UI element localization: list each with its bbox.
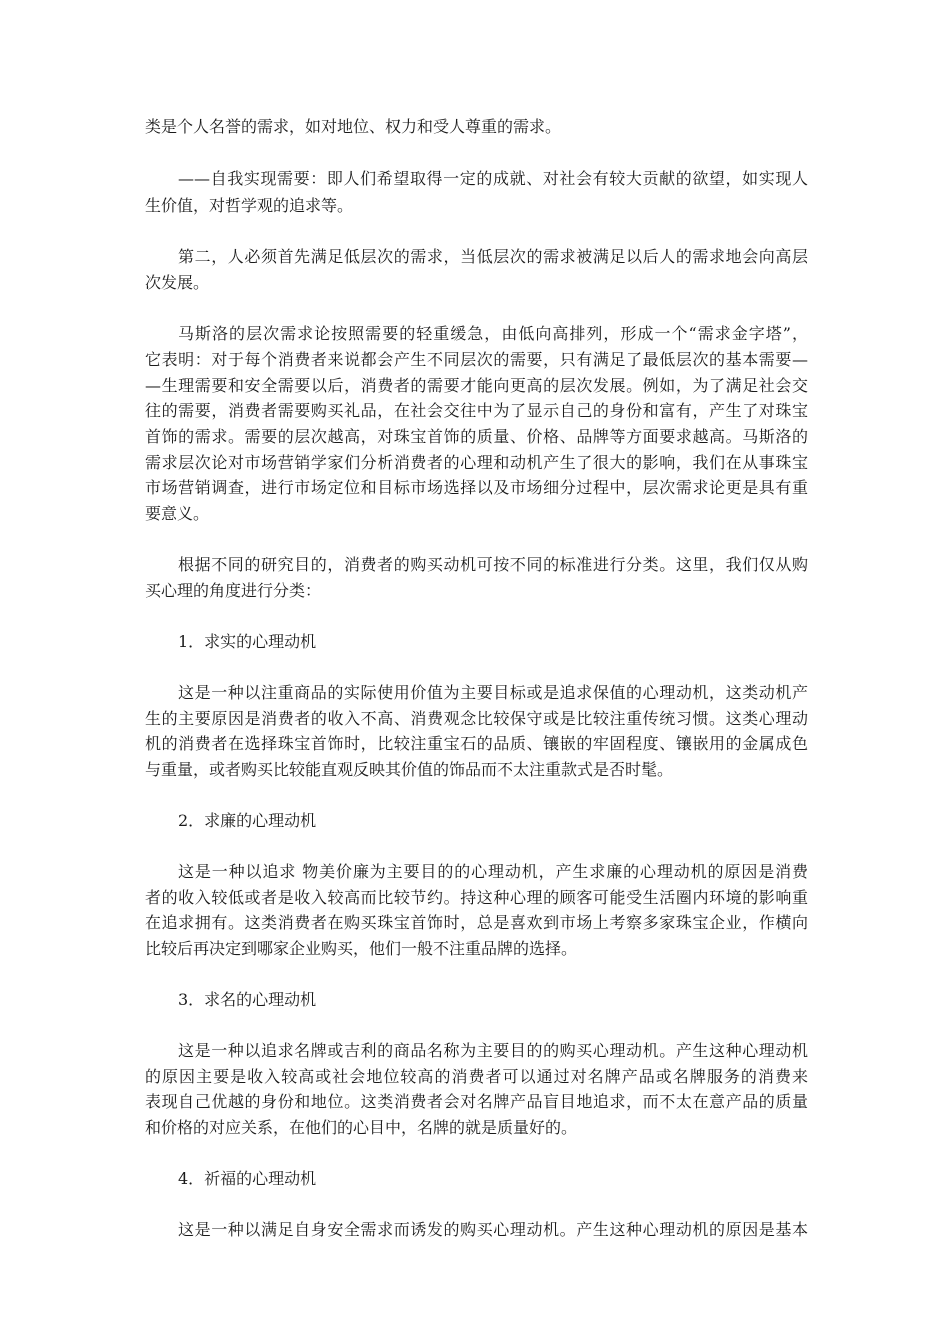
text-line: 往的需要，消费者需要购买礼品，在社会交往中为了显示自己的身份和富有，产生了对珠宝 (145, 401, 808, 420)
text-line: 表现自己优越的身份和地位。这类消费者会对名牌产品盲目地追求，而不太在意产品的质量 (145, 1092, 808, 1111)
text-line: 者的收入较低或者是收入较高而比较节约。持这种心理的顾客可能受生活圈内环境的影响重 (145, 888, 808, 907)
text-line: 这是一种以追求 物美价廉为主要目的的心理动机，产生求廉的心理动机的原因是消费 (178, 862, 808, 881)
text-line: ——自我实现需要：即人们希望取得一定的成就、对社会有较大贡献的欲望，如实现人 (178, 169, 808, 188)
text-line: 买心理的角度进行分类： (145, 581, 322, 600)
text-line: 根据不同的研究目的，消费者的购买动机可按不同的标准进行分类。这里，我们仅从购 (178, 555, 808, 574)
text-line: 与重量，或者购买比较能直观反映其价值的饰品而不太注重款式是否时髦。 (145, 760, 674, 779)
text-line: 这是一种以满足自身安全需求而诱发的购买心理动机。产生这种心理动机的原因是基本 (178, 1220, 808, 1239)
text-line: 这是一种以追求名牌或吉利的商品名称为主要目的的购买心理动机。产生这种心理动机 (178, 1041, 808, 1060)
text-line: 生的主要原因是消费者的收入不高、消费观念比较保守或是比较注重传统习惯。这类心理动 (145, 709, 808, 728)
text-line: 的原因主要是收入较高或社会地位较高的消费者可以通过对名牌产品或名牌服务的消费来 (145, 1067, 808, 1086)
text-line: 要意义。 (145, 504, 210, 523)
text-line: 这是一种以注重商品的实际使用价值为主要目标或是追求保值的心理动机，这类动机产 (178, 683, 808, 702)
text-line: 马斯洛的层次需求论按照需要的轻重缓急，由低向高排列，形成一个“需求金字塔”， (178, 324, 808, 343)
text-line: 比较后再决定到哪家企业购买，他们一般不注重品牌的选择。 (145, 939, 578, 958)
text-line: —生理需要和安全需要以后，消费者的需要才能向更高的层次发展。例如，为了满足社会交 (145, 376, 808, 395)
section-heading: 2．求廉的心理动机 (178, 811, 317, 830)
text-line: 需求层次论对市场营销学家们分析消费者的心理和动机产生了很大的影响，我们在从事珠宝 (145, 453, 808, 472)
text-line: 类是个人名誉的需求，如对地位、权力和受人尊重的需求。 (145, 117, 562, 136)
text-line: 第二，人必须首先满足低层次的需求，当低层次的需求被满足以后人的需求地会向高层 (178, 247, 808, 266)
text-line: 在追求拥有。这类消费者在购买珠宝首饰时，总是喜欢到市场上考察多家珠宝企业，作横向 (145, 913, 808, 932)
text-line: 生价值，对哲学观的追求等。 (145, 196, 354, 215)
section-heading: 1．求实的心理动机 (178, 632, 317, 651)
section-heading: 3．求名的心理动机 (178, 990, 317, 1009)
text-line: 和价格的对应关系，在他们的心目中，名牌的就是质量好的。 (145, 1118, 578, 1137)
text-line: 首饰的需求。需要的层次越高，对珠宝首饰的质量、价格、品牌等方面要求越高。马斯洛的 (145, 427, 808, 446)
section-heading: 4．祈福的心理动机 (178, 1169, 317, 1188)
text-line: 市场营销调查，进行市场定位和目标市场选择以及市场细分过程中，层次需求论更是具有重 (145, 478, 808, 497)
text-line: 次发展。 (145, 273, 210, 292)
text-line: 它表明：对于每个消费者来说都会产生不同层次的需要，只有满足了最低层次的基本需要— (145, 350, 808, 369)
text-line: 机的消费者在选择珠宝首饰时，比较注重宝石的品质、镶嵌的牢固程度、镶嵌用的金属成色 (145, 734, 808, 753)
